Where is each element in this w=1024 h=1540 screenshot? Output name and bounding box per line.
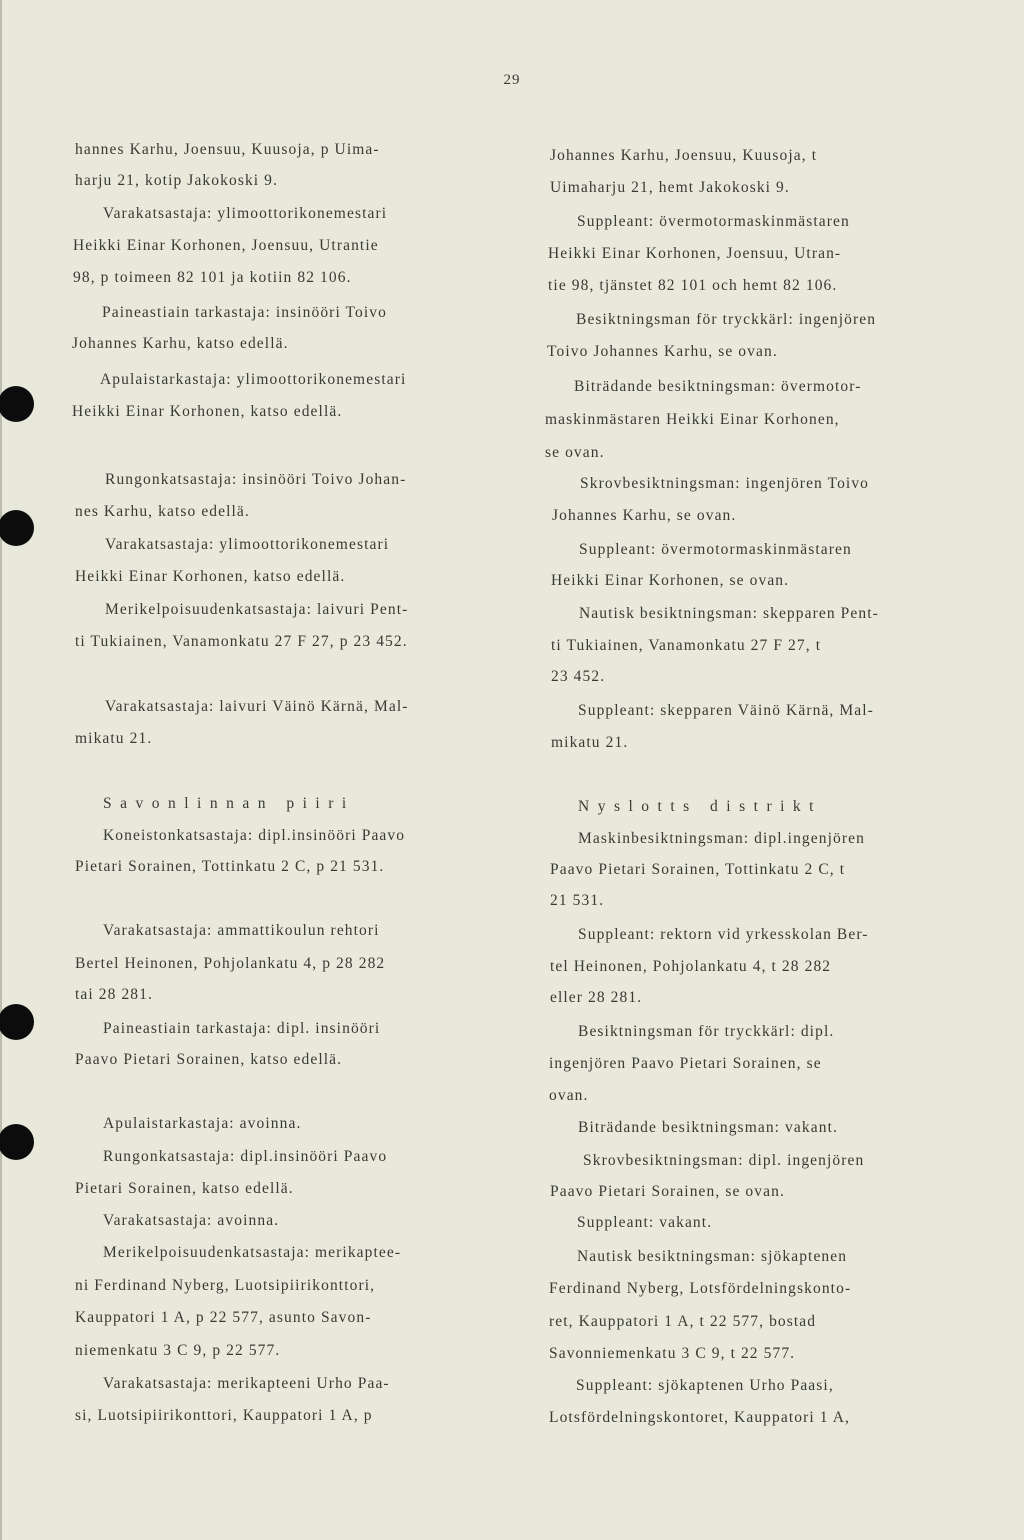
text-line: mikatu 21.: [551, 734, 629, 751]
text-line: Pietari Sorainen, katso edellä.: [75, 1180, 294, 1197]
text-line: Suppleant: sjökaptenen Urho Paasi,: [576, 1377, 834, 1394]
text-line: Kauppatori 1 A, p 22 577, asunto Savon-: [75, 1309, 372, 1326]
page-edge: [0, 0, 2, 1540]
text-line: Heikki Einar Korhonen, katso edellä.: [75, 568, 346, 585]
text-line: Varakatsastaja: avoinna.: [103, 1212, 280, 1229]
text-line: ni Ferdinand Nyberg, Luotsipiirikonttori,: [75, 1277, 376, 1294]
text-line: ovan.: [549, 1087, 589, 1104]
text-line: 23 452.: [551, 668, 606, 685]
text-line: ret, Kauppatori 1 A, t 22 577, bostad: [549, 1313, 817, 1330]
text-line: Paineastiain tarkastaja: insinööri Toivo: [102, 304, 387, 321]
text-line: 21 531.: [550, 892, 605, 909]
text-line: Suppleant: övermotormaskinmästaren: [577, 213, 850, 230]
text-line: 98, p toimeen 82 101 ja kotiin 82 106.: [73, 269, 352, 286]
punch-hole: [0, 1004, 34, 1040]
text-line: niemenkatu 3 C 9, p 22 577.: [75, 1342, 281, 1359]
text-line: Heikki Einar Korhonen, Joensuu, Utrantie: [73, 237, 379, 254]
text-line: nes Karhu, katso edellä.: [75, 503, 250, 520]
text-line: harju 21, kotip Jakokoski 9.: [75, 172, 279, 189]
text-line: Paineastiain tarkastaja: dipl. insinööri: [103, 1020, 381, 1037]
text-line: Merikelpoisuudenkatsastaja: laivuri Pent-: [105, 601, 409, 618]
text-line: ti Tukiainen, Vanamonkatu 27 F 27, t: [551, 637, 822, 654]
text-line: se ovan.: [545, 444, 605, 461]
text-line: Biträdande besiktningsman: övermotor-: [574, 378, 862, 395]
text-line: Heikki Einar Korhonen, se ovan.: [551, 572, 790, 589]
text-line: Paavo Pietari Sorainen, Tottinkatu 2 C, t: [550, 861, 846, 878]
text-line: Savonniemenkatu 3 C 9, t 22 577.: [549, 1345, 796, 1362]
text-line: Toivo Johannes Karhu, se ovan.: [547, 343, 778, 360]
text-line: Johannes Karhu, katso edellä.: [72, 335, 289, 352]
text-line: hannes Karhu, Joensuu, Kuusoja, p Uima-: [75, 141, 380, 158]
text-line: Rungonkatsastaja: dipl.insinööri Paavo: [103, 1148, 388, 1165]
text-line: ti Tukiainen, Vanamonkatu 27 F 27, p 23 452.: [75, 633, 408, 650]
text-line: Skrovbesiktningsman: ingenjören Toivo: [580, 475, 870, 492]
text-line: Uimaharju 21, hemt Jakokoski 9.: [550, 179, 790, 196]
punch-hole: [0, 510, 34, 546]
text-line: Paavo Pietari Sorainen, se ovan.: [550, 1183, 785, 1200]
text-line: Rungonkatsastaja: insinööri Toivo Johan-: [105, 471, 407, 488]
text-line: Besiktningsman för tryckkärl: ingenjören: [576, 311, 877, 328]
text-line: Johannes Karhu, se ovan.: [552, 507, 737, 524]
text-line: mikatu 21.: [75, 730, 153, 747]
punch-hole: [0, 386, 34, 422]
text-line: Lotsfördelningskontoret, Kauppatori 1 A,: [549, 1409, 850, 1426]
text-line: Suppleant: övermotormaskinmästaren: [579, 541, 852, 558]
text-line: Maskinbesiktningsman: dipl.ingenjören: [578, 830, 865, 847]
text-line: Suppleant: rektorn vid yrkesskolan Ber-: [578, 926, 869, 943]
text-line: Apulaistarkastaja: ylimoottorikonemestari: [100, 371, 407, 388]
text-line: Koneistonkatsastaja: dipl.insinööri Paavo: [103, 827, 406, 844]
text-line: Besiktningsman för tryckkärl: dipl.: [578, 1023, 835, 1040]
punch-hole: [0, 1124, 34, 1160]
text-line: Johannes Karhu, Joensuu, Kuusoja, t: [550, 147, 818, 164]
text-line: Varakatsastaja: ylimoottorikonemestari: [105, 536, 390, 553]
text-line: tie 98, tjänstet 82 101 och hemt 82 106.: [548, 277, 838, 294]
text-line: Suppleant: skepparen Väinö Kärnä, Mal-: [578, 702, 874, 719]
text-line: Ferdinand Nyberg, Lotsfördelningskonto-: [549, 1280, 852, 1297]
text-line: si, Luotsipiirikonttori, Kauppatori 1 A, p: [75, 1407, 373, 1424]
text-line: Varakatsastaja: merikapteeni Urho Paa-: [103, 1375, 390, 1392]
text-line: Paavo Pietari Sorainen, katso edellä.: [75, 1051, 343, 1068]
text-line: Varakatsastaja: laivuri Väinö Kärnä, Mal-: [105, 698, 409, 715]
text-line: Nautisk besiktningsman: skepparen Pent-: [579, 605, 879, 622]
text-line: ingenjören Paavo Pietari Sorainen, se: [549, 1055, 822, 1072]
text-line: tai 28 281.: [75, 986, 153, 1003]
text-line: Heikki Einar Korhonen, Joensuu, Utran-: [548, 245, 842, 262]
text-line: Apulaistarkastaja: avoinna.: [103, 1115, 302, 1132]
text-line: Merikelpoisuudenkatsastaja: merikaptee-: [103, 1244, 402, 1261]
text-line: Varakatsastaja: ylimoottorikonemestari: [103, 205, 388, 222]
text-line: Skrovbesiktningsman: dipl. ingenjören: [583, 1152, 865, 1169]
page-number: 29: [503, 72, 521, 88]
text-line: tel Heinonen, Pohjolankatu 4, t 28 282: [550, 958, 832, 975]
section-heading: Nyslotts distrikt: [578, 798, 822, 815]
text-line: maskinmästaren Heikki Einar Korhonen,: [545, 411, 840, 428]
text-line: Nautisk besiktningsman: sjökaptenen: [577, 1248, 848, 1265]
text-line: Bertel Heinonen, Pohjolankatu 4, p 28 282: [75, 955, 386, 972]
text-line: Heikki Einar Korhonen, katso edellä.: [72, 403, 343, 420]
text-line: Pietari Sorainen, Tottinkatu 2 C, p 21 531.: [75, 858, 385, 875]
text-line: Suppleant: vakant.: [577, 1214, 713, 1231]
text-line: eller 28 281.: [550, 989, 643, 1006]
section-heading: Savonlinnan piiri: [103, 795, 355, 812]
text-line: Varakatsastaja: ammattikoulun rehtori: [103, 922, 380, 939]
text-line: Biträdande besiktningsman: vakant.: [578, 1119, 838, 1136]
